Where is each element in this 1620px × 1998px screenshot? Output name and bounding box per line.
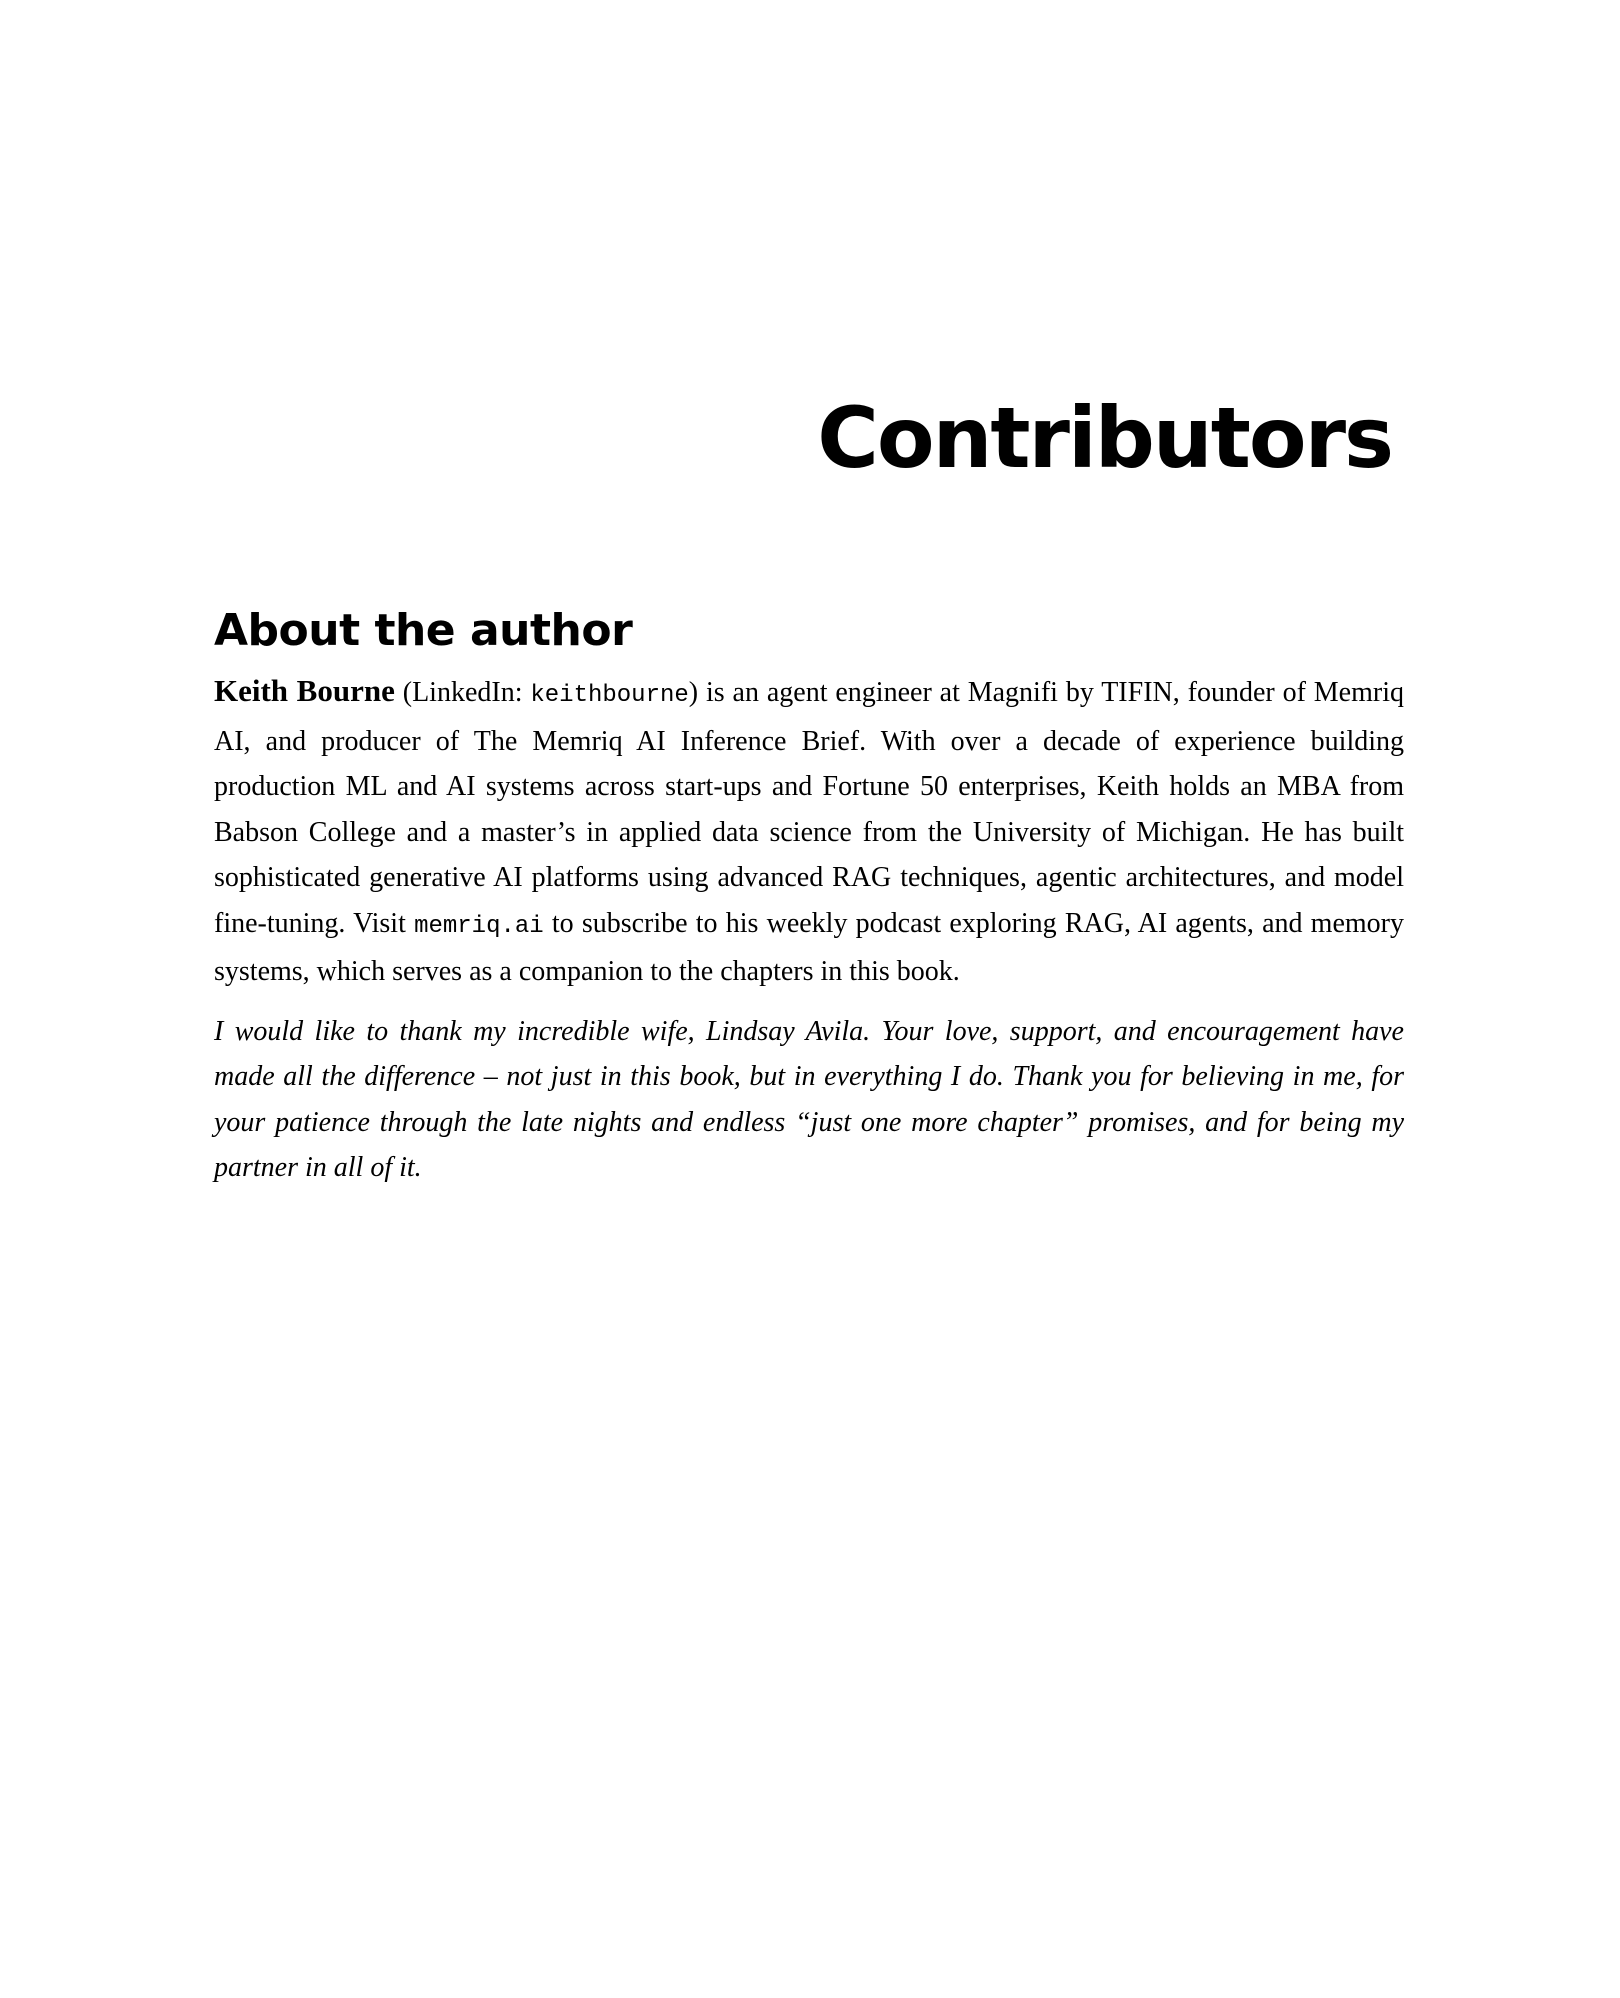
acknowledgement-text: I would like to thank my incredible wife, Lindsay Avila. Your love, support, and encouragement have made all the difference – not just in this book, but in everything I do. Thank you for believing in me, for your patience through the late nights and endless “just one more chapter” promises, and for being my partner in all of it. bbox=[214, 1015, 1404, 1183]
section-heading: About the author bbox=[214, 605, 633, 656]
author-name: Keith Bourne bbox=[214, 673, 395, 708]
bio-text-part-2: to subscribe to his weekly podcast exploring RAG, AI agents, and memory systems, which serves as a companion to the chapters in this book. bbox=[214, 907, 1404, 987]
bio-text-part-1: ) is an agent engineer at Magnifi by TIFIN, founder of Memriq AI, and producer of The Memriq AI Inference Brief. With over a decade of experience building production ML and AI systems across start-ups and Fortune 50 enterprises, Keith holds an MBA from Babson College and a master’s in applied data science from the University of Michigan. He has built sophisticated generative AI platforms using advanced RAG techniques, agentic architectures, and model fine-tuning. Visit bbox=[214, 677, 1404, 939]
linkedin-prefix: (LinkedIn: bbox=[394, 677, 531, 708]
about-author-section bbox=[214, 598, 1404, 1191]
linkedin-handle: keithbourne bbox=[530, 682, 689, 709]
website-link[interactable]: memriq.ai bbox=[414, 912, 544, 940]
author-bio bbox=[214, 668, 1404, 995]
chapter-title: Contributors bbox=[817, 389, 1392, 487]
